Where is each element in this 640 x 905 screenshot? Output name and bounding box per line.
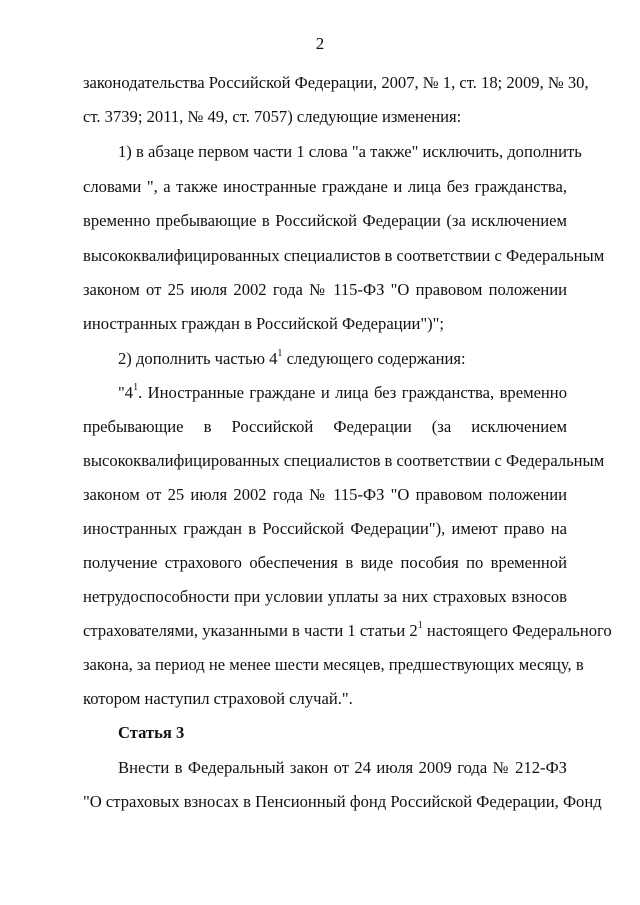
- text-fragment: страхователями, указанными в части 1 статьи 2: [83, 621, 418, 640]
- text-line: законом от 25 июля 2002 года № 115-ФЗ "О правовом положении: [83, 280, 567, 299]
- text-line: [118, 349, 567, 369]
- text-line: закона, за период не менее шести месяцев, предшествующих месяцу, в: [83, 655, 584, 674]
- text-line: законом от 25 июля 2002 года № 115-ФЗ "О правовом положении: [83, 485, 567, 504]
- text-line: [83, 620, 612, 641]
- superscript: 1: [133, 382, 139, 394]
- text-line: Внести в Федеральный закон от 24 июля 2009 года № 212-ФЗ: [118, 758, 567, 777]
- text-line: высококвалифицированных специалистов в соответствии с Федеральным: [83, 451, 605, 470]
- text-fragment: настоящего Федерального: [422, 621, 612, 640]
- text-line: получение страхового обеспечения в виде пособия по временной: [83, 553, 567, 572]
- text-fragment: "4: [118, 383, 134, 402]
- superscript: 1: [277, 348, 283, 360]
- text-line: нетрудоспособности при условии уплаты за них страховых взносов: [83, 587, 567, 606]
- text-fragment: следующего содержания:: [282, 349, 466, 368]
- text-fragment: 2) дополнить частью 4: [118, 349, 278, 368]
- text-line: котором наступил страховой случай.".: [83, 689, 353, 708]
- text-line: ст. 3739; 2011, № 49, ст. 7057) следующие изменения:: [83, 107, 462, 126]
- superscript: 1: [417, 620, 423, 632]
- text-line: иностранных граждан в Российской Федерации"), имеют право на: [83, 519, 567, 538]
- text-line: иностранных граждан в Российской Федерации")";: [83, 314, 445, 333]
- text-line: [118, 383, 567, 403]
- text-line: "О страховых взносах в Пенсионный фонд Российской Федерации, Фонд: [83, 792, 602, 811]
- page-number: 2: [315, 34, 325, 53]
- text-line: временно пребывающие в Российской Федерации (за исключением: [83, 211, 567, 230]
- text-line: высококвалифицированных специалистов в соответствии с Федеральным: [83, 246, 605, 265]
- text-line: словами ", а также иностранные граждане и лица без гражданства,: [83, 177, 567, 196]
- text-line: пребывающие в Российской Федерации (за исключением: [83, 417, 567, 436]
- text-line: законодательства Российской Федерации, 2007, № 1, ст. 18; 2009, № 30,: [83, 73, 589, 92]
- text-fragment: . Иностранные граждане и лица без гражданства, временно: [138, 383, 567, 402]
- article-heading: Статья 3: [118, 723, 185, 742]
- text-line: 1) в абзаце первом части 1 слова "а также" исключить, дополнить: [118, 142, 582, 161]
